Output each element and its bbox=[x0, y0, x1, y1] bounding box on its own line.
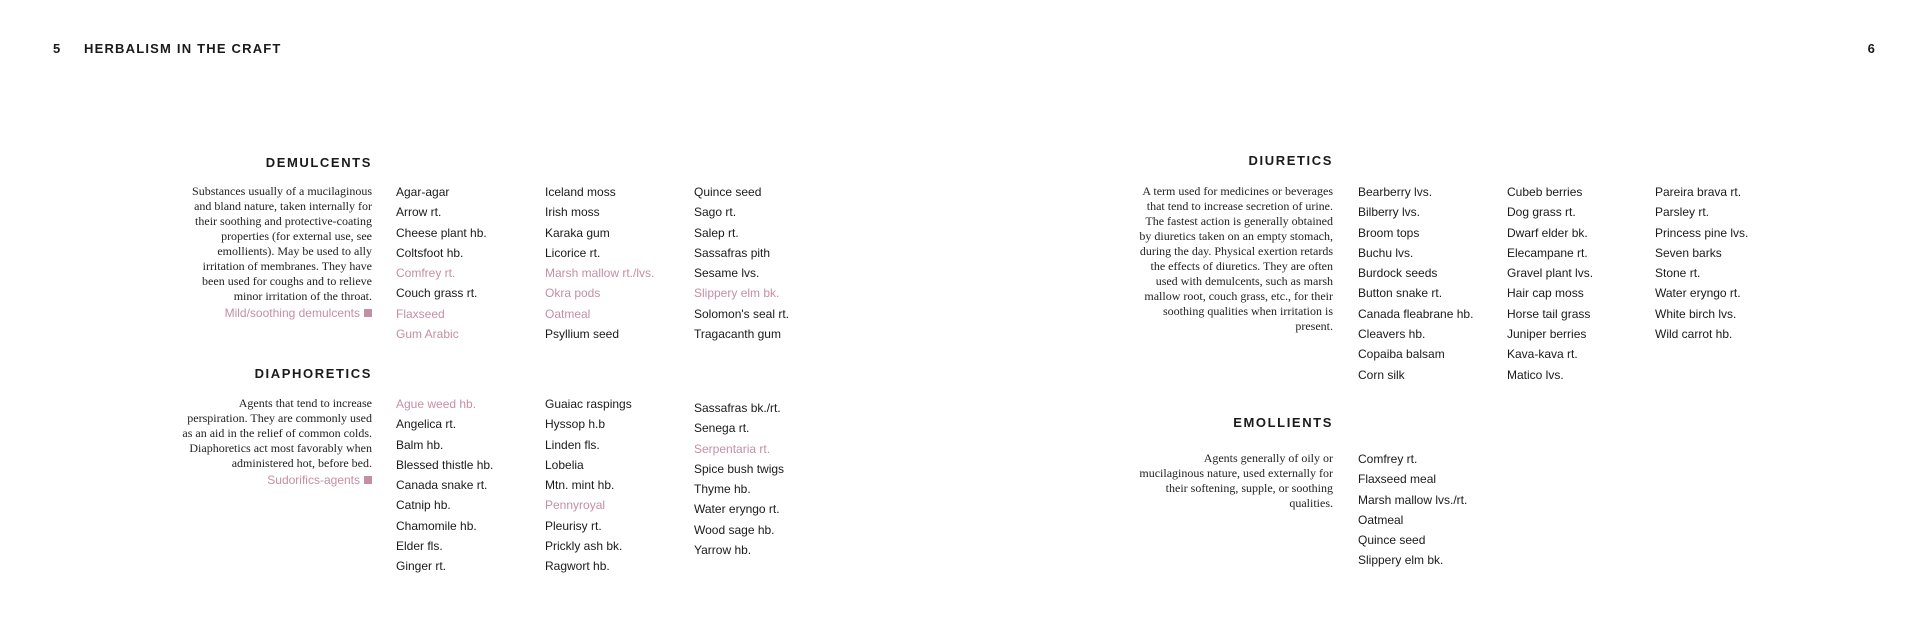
emollients-description-text: Agents generally of oily or mucilaginous nature, used externally for their softening, supple, or soothing qualities. bbox=[1139, 451, 1333, 510]
herb-list-item: Gum Arabic bbox=[396, 327, 459, 342]
herb-list-item: Irish moss bbox=[545, 205, 600, 220]
demulcents-title: DEMULCENTS bbox=[265, 155, 372, 170]
emollients-title: EMOLLIENTS bbox=[1233, 415, 1333, 430]
herb-list-item: Bearberry lvs. bbox=[1358, 185, 1433, 199]
herb-list-item: Blessed thistle hb. bbox=[396, 457, 494, 472]
herb-list-item: Sassafras pith bbox=[694, 245, 771, 260]
herb-list-item: Gravel plant lvs. bbox=[1507, 266, 1594, 281]
herb-list-item: Elecampane rt. bbox=[1507, 245, 1588, 260]
herb-list-item: Senega rt. bbox=[694, 421, 750, 436]
herb-list-item: Pareira brava rt. bbox=[1655, 185, 1742, 199]
herb-list-item: Cubeb berries bbox=[1507, 185, 1583, 199]
herb-list-item: Juniper berries bbox=[1507, 327, 1587, 342]
diaphoretics-note-text: Sudorifics-agents bbox=[267, 473, 360, 487]
herb-list-item: Arrow rt. bbox=[396, 205, 442, 220]
herb-list-item: Couch grass rt. bbox=[396, 286, 478, 301]
herb-list-item: Pleurisy rt. bbox=[545, 518, 602, 533]
herb-list-item: Copaiba balsam bbox=[1358, 347, 1445, 362]
herb-list-item: Flaxseed bbox=[396, 306, 445, 321]
herb-list-item: Chamomile hb. bbox=[396, 518, 477, 533]
herb-list-item: Coltsfoot hb. bbox=[396, 245, 464, 260]
herb-list-item: Comfrey rt. bbox=[396, 266, 456, 281]
herb-list-item: Stone rt. bbox=[1655, 266, 1701, 281]
herb-list-item: Water eryngo rt. bbox=[1655, 286, 1741, 301]
herb-list-item: Catnip hb. bbox=[396, 498, 451, 513]
herb-list-item: Tragacanth gum bbox=[694, 327, 781, 342]
herb-list-item: Burdock seeds bbox=[1358, 266, 1438, 281]
herb-list-item: Pennyroyal bbox=[545, 498, 606, 513]
herb-list-item: Ragwort hb. bbox=[545, 559, 610, 574]
herb-list-item: Ginger rt. bbox=[396, 559, 447, 574]
herb-list-item: Prickly ash bk. bbox=[545, 539, 623, 554]
herb-list-item: Parsley rt. bbox=[1655, 205, 1710, 220]
diaphoretics-title: DIAPHORETICS bbox=[254, 366, 372, 381]
diuretics-description bbox=[1139, 184, 1333, 334]
herb-list-item: Hyssop h.b bbox=[545, 417, 606, 432]
herb-list-item: Wood sage hb. bbox=[694, 522, 775, 537]
diaphoretics-column-1 bbox=[396, 394, 493, 577]
herb-list-item: Slippery elm bk. bbox=[1358, 553, 1444, 568]
herb-list-item: Thyme hb. bbox=[694, 482, 751, 497]
herb-list-item: Salep rt. bbox=[694, 225, 739, 240]
diuretics-column-1 bbox=[1358, 182, 1473, 385]
running-head-title: HERBALISM IN THE CRAFT bbox=[84, 41, 282, 56]
herb-list-item: Water eryngo rt. bbox=[694, 502, 780, 517]
demulcents-description-text: Substances usually of a mucilaginous and bland nature, taken internally for their soothing and protective-coating properties (for external use, see emollients). May be used to ally irritation of membranes. They have been used for coughs and to relieve minor irritation of the throat. bbox=[192, 184, 372, 303]
left-page-number: 5 bbox=[53, 41, 62, 56]
herb-list-item: Licorice rt. bbox=[545, 245, 601, 260]
right-page-number: 6 bbox=[1867, 41, 1876, 56]
diuretics-column-2 bbox=[1507, 182, 1593, 385]
herb-list-item: Broom tops bbox=[1358, 225, 1420, 240]
demulcents-column-3 bbox=[694, 182, 789, 344]
emollients-column-1 bbox=[1358, 449, 1467, 571]
herb-list-item: Yarrow hb. bbox=[694, 543, 752, 558]
emollients-description bbox=[1139, 451, 1333, 511]
diaphoretics-description bbox=[182, 396, 372, 488]
herb-list-item: Comfrey rt. bbox=[1358, 452, 1418, 466]
herb-list-item: Sesame lvs. bbox=[694, 266, 760, 281]
diaphoretics-column-3 bbox=[694, 398, 784, 560]
herb-list-item: Balm hb. bbox=[396, 437, 444, 452]
herb-list-item: Slippery elm bk. bbox=[694, 286, 780, 301]
square-bullet-icon bbox=[364, 476, 372, 484]
herb-list-item: Sassafras bk./rt. bbox=[694, 401, 781, 415]
herb-list-item: Oatmeal bbox=[1358, 512, 1404, 527]
herb-list-item: Princess pine lvs. bbox=[1655, 225, 1749, 240]
herb-list-item: Seven barks bbox=[1655, 245, 1722, 260]
herb-list-item: Button snake rt. bbox=[1358, 286, 1443, 301]
herb-list-item: Buchu lvs. bbox=[1358, 245, 1414, 260]
herb-list-item: Flaxseed meal bbox=[1358, 472, 1437, 487]
herb-list-item: Psyllium seed bbox=[545, 327, 620, 342]
herb-list-item: Serpentaria rt. bbox=[694, 441, 771, 456]
herb-list-item: Lobelia bbox=[545, 457, 584, 472]
herb-list-item: Agar-agar bbox=[396, 185, 450, 199]
herb-list-item: Karaka gum bbox=[545, 225, 610, 240]
herb-list-item: Ague weed hb. bbox=[396, 397, 477, 411]
herb-list-item: Spice bush twigs bbox=[694, 461, 785, 476]
diaphoretics-note bbox=[182, 473, 372, 488]
herb-list-item: Iceland moss bbox=[545, 185, 616, 199]
demulcents-note bbox=[182, 306, 372, 321]
demulcents-note-text: Mild/soothing demulcents bbox=[224, 306, 360, 320]
herb-list-item: Matico lvs. bbox=[1507, 367, 1564, 382]
diuretics-title: DIURETICS bbox=[1248, 153, 1333, 168]
herb-list-item: Quince seed bbox=[694, 185, 762, 199]
herb-list-item: Corn silk bbox=[1358, 367, 1405, 382]
herb-list-item: White birch lvs. bbox=[1655, 306, 1737, 321]
herb-list-item: Oatmeal bbox=[545, 306, 591, 321]
herb-list-item: Angelica rt. bbox=[396, 417, 457, 432]
diuretics-column-3 bbox=[1655, 182, 1748, 344]
demulcents-column-1 bbox=[396, 182, 487, 344]
herb-list-item: Guaiac raspings bbox=[545, 397, 632, 411]
demulcents-description bbox=[182, 184, 372, 321]
demulcents-column-2 bbox=[545, 182, 654, 344]
herb-list-item: Dwarf elder bk. bbox=[1507, 225, 1588, 240]
herb-list-item: Bilberry lvs. bbox=[1358, 205, 1421, 220]
herb-list-item: Quince seed bbox=[1358, 533, 1426, 548]
herb-list-item: Cheese plant hb. bbox=[396, 225, 487, 240]
herb-list-item: Kava-kava rt. bbox=[1507, 347, 1578, 362]
herb-list-item: Marsh mallow rt./lvs. bbox=[545, 266, 655, 281]
herb-list-item: Horse tail grass bbox=[1507, 306, 1591, 321]
herb-list-item: Okra pods bbox=[545, 286, 601, 301]
diuretics-description-text: A term used for medicines or beverages that tend to increase secretion of urine. The fastest action is generally obtained by diuretics taken on an empty stomach, during the day. Physical exertion retards the effects of diuretics. They are often used with demulcents, such as marsh mallow root, couch grass, etc., for their soothing qualities when irritation is present. bbox=[1139, 184, 1333, 333]
herb-list-item: Mtn. mint hb. bbox=[545, 478, 615, 493]
herb-list-item: Cleavers hb. bbox=[1358, 327, 1426, 342]
herb-list-item: Sago rt. bbox=[694, 205, 737, 220]
square-bullet-icon bbox=[364, 309, 372, 317]
herb-list-item: Wild carrot hb. bbox=[1655, 327, 1733, 342]
herb-list-item: Canada snake rt. bbox=[396, 478, 488, 493]
herb-list-item: Solomon's seal rt. bbox=[694, 306, 789, 321]
herb-list-item: Hair cap moss bbox=[1507, 286, 1584, 301]
diaphoretics-column-2 bbox=[545, 394, 632, 577]
herb-list-item: Elder fls. bbox=[396, 539, 443, 554]
herb-list-item: Linden fls. bbox=[545, 437, 600, 452]
herb-list-item: Canada fleabrane hb. bbox=[1358, 306, 1474, 321]
diaphoretics-description-text: Agents that tend to increase perspiration. They are commonly used as an aid in the relief of common colds. Diaphoretics act most favorably when administered hot, before bed. bbox=[182, 396, 372, 470]
herb-list-item: Dog grass rt. bbox=[1507, 205, 1576, 220]
herb-list-item: Marsh mallow lvs./rt. bbox=[1358, 492, 1468, 507]
